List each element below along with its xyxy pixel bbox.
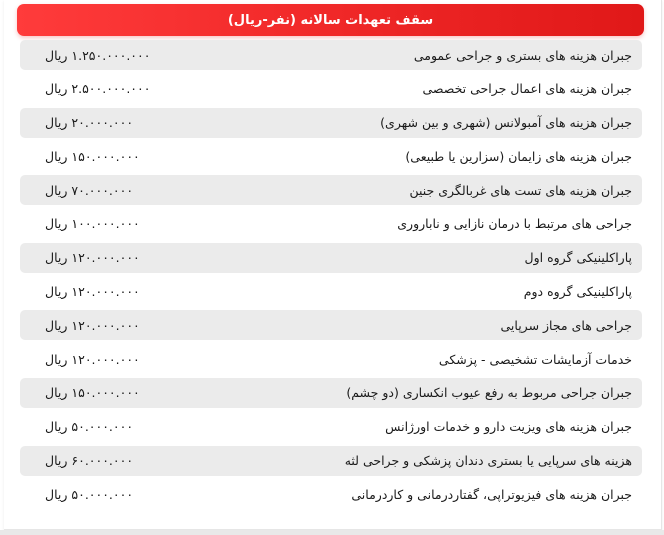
row-label: جبران هزینه های بستری و جراحی عمومی [413,47,632,63]
row-label: جبران هزینه های آمبولانس (شهری و بین شهری) [380,115,632,131]
row-label: جبران هزینه های اعمال جراحی تخصصی [422,81,632,97]
row-amount: ۷۰.۰۰۰.۰۰۰ ریال [45,182,134,198]
bottom-divider [0,530,664,535]
row-amount: ۱۲۰.۰۰۰.۰۰۰ ریال [45,351,140,367]
table-row [20,277,642,307]
row-label: جبران هزینه های ویزیت دارو و خدمات اورژانس [385,419,632,435]
table-row [20,344,642,374]
row-amount: ۱۲۰.۰۰۰.۰۰۰ ریال [45,317,140,333]
table-row [20,74,642,104]
row-amount: ۱۵۰.۰۰۰.۰۰۰ ریال [45,148,140,164]
row-label: جبران هزینه های زایمان (سزارین یا طبیعی) [405,148,632,164]
row-amount: ۱۰۰.۰۰۰.۰۰۰ ریال [45,216,140,232]
table-row [20,175,642,205]
row-amount: ۵۰.۰۰۰.۰۰۰ ریال [45,486,134,502]
row-amount: ۱۲۰.۰۰۰.۰۰۰ ریال [45,284,140,300]
table-row [20,40,642,70]
row-label: جبران هزینه های فیزیوتراپی، گفتاردرمانی و کاردرمانی [351,486,632,502]
table-row [20,310,642,340]
table-row [20,446,642,476]
coverage-rows [20,40,642,513]
row-label: جبران هزینه های تست های غربالگری جنین [409,182,632,198]
table-row [20,209,642,239]
row-amount: ۱.۲۵۰.۰۰۰.۰۰۰ ریال [45,47,151,63]
table-row [20,141,642,171]
table-header [17,4,644,36]
row-label: هزینه های سرپایی یا بستری دندان پزشکی و جراحی لثه [344,453,632,469]
row-amount: ۵۰.۰۰۰.۰۰۰ ریال [45,419,134,435]
row-amount: ۲۰.۰۰۰.۰۰۰ ریال [45,115,134,131]
row-label: پاراکلینیکی گروه دوم [523,284,632,300]
row-amount: ۶۰.۰۰۰.۰۰۰ ریال [45,453,134,469]
table-row [20,412,642,442]
row-amount: ۱۲۰.۰۰۰.۰۰۰ ریال [45,250,140,266]
table-row [20,479,642,509]
table-row [20,378,642,408]
row-label: جراحی های مرتبط با درمان نازایی و ناباروری [397,216,632,232]
table-row [20,243,642,273]
table-title: سقف تعهدات سالانه (نفر-ریال) [227,12,434,28]
row-amount: ۱۵۰.۰۰۰.۰۰۰ ریال [45,385,140,401]
row-label: پاراکلینیکی گروه اول [524,250,632,266]
row-label: جبران جراحی مربوط به رفع عیوب انکساری (دو چشم) [346,385,632,401]
row-amount: ۲.۵۰۰.۰۰۰.۰۰۰ ریال [45,81,151,97]
row-label: خدمات آزمایشات تشخیصی - پزشکی [438,351,632,367]
row-label: جراحی های مجاز سرپایی [500,317,632,333]
table-row [20,108,642,138]
